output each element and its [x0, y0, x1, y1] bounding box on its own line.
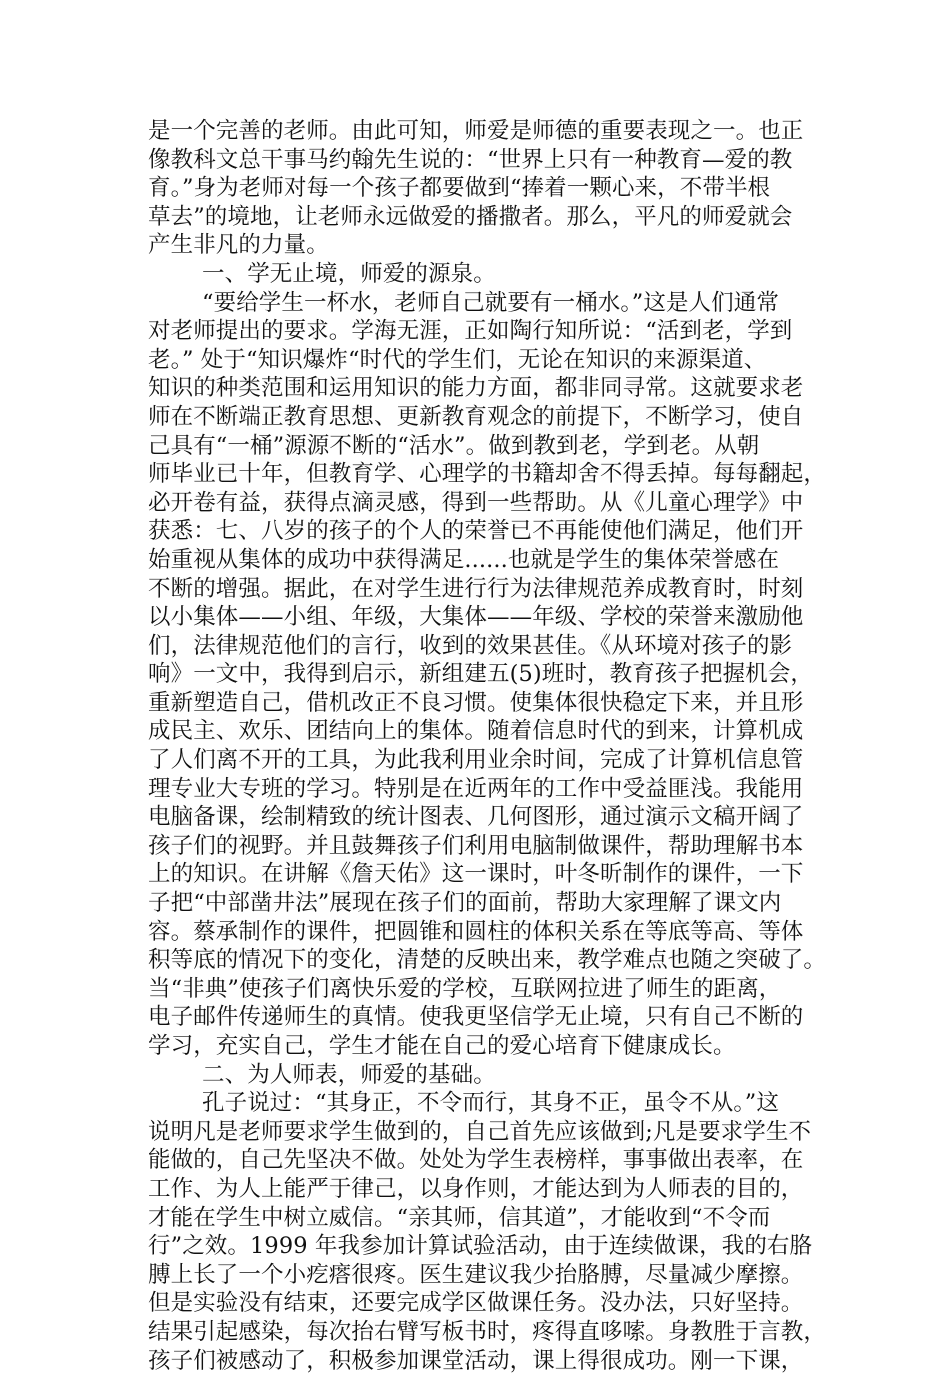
text-line: 了人们离不开的工具，为此我利用业余时间，完成了计算机信息管 [148, 747, 804, 774]
text-line: 结果引起感染，每次抬右臂写板书时，疼得直哆嗦。身教胜于言教， [148, 1318, 827, 1345]
text-line: 学习，充实自己，学生才能在自己的爱心培育下健康成长。 [148, 1033, 736, 1059]
text-line: 育。”身为老师对每一个孩子都要做到“捧着一颗心来，不带半根 [148, 175, 771, 202]
text-line: 是一个完善的老师。由此可知，师爱是师德的重要表现之一。也正 [148, 118, 804, 144]
text-line: “要给学生一杯水，老师自己就要有一桶水。”这是人们通常 [202, 289, 779, 316]
text-line: 知识的种类范围和运用知识的能力方面，都非同寻常。这就要求老 [148, 375, 804, 402]
text-line: 始重视从集体的成功中获得满足......也就是学生的集体荣誉感在 [148, 546, 780, 573]
text-line: 能做的，自己先坚决不做。处处为学生表榜样，事事做出表率，在 [148, 1147, 804, 1174]
text-line: 当“非典”使孩子们离快乐爱的学校，互联网拉进了师生的距离， [148, 975, 782, 1002]
text-line: 重新塑造自己，借机改正不良习惯。使集体很快稳定下来，并且形 [148, 689, 804, 716]
text-line: 获悉：七、八岁的孩子的个人的荣誉已不再能使他们满足，他们开 [148, 518, 804, 545]
text-line: 积等底的情况下的变化，清楚的反映出来，教学难点也随之突破了。 [148, 947, 827, 974]
text-line: 孩子们的视野。并且鼓舞孩子们利用电脑制做课件，帮助理解书本 [148, 832, 804, 859]
text-line: 膊上长了一个小疙瘩很疼。医生建议我少抬胳膊，尽量减少摩擦。 [148, 1261, 804, 1288]
text-line: 草去”的境地，让老师永远做爱的播撒者。那么，平凡的师爱就会 [148, 203, 793, 230]
text-line: 必开卷有益，获得点滴灵感，得到一些帮助。从《儿童心理学》中 [148, 489, 804, 516]
text-line: 理专业大专班的学习。特别是在近两年的工作中受益匪浅。我能用 [148, 775, 804, 802]
text-line: 以小集体——小组、年级，大集体——年级、学校的荣誉来激励他 [148, 604, 804, 631]
text-line: 成民主、欢乐、团结向上的集体。随着信息时代的到来，计算机成 [148, 718, 804, 745]
text-line: 像教科文总干事马约翰先生说的：“世界上只有一种教育—爱的教 [148, 146, 793, 173]
text-line: 对老师提出的要求。学海无涯，正如陶行知所说：“活到老，学到 [148, 318, 793, 345]
text-line: 但是实验没有结束，还要完成学区做课任务。没办法，只好坚持。 [148, 1290, 804, 1317]
text-line: 工作、为人上能严于律己，以身作则，才能达到为人师表的目的， [148, 1175, 804, 1202]
text-line: 行”之效。1999 年我参加计算试验活动，由于连续做课，我的右胳 [148, 1233, 813, 1260]
text-line: 们，法律规范他们的言行，收到的效果甚佳。《从环境对孩子的影 [148, 632, 793, 659]
text-line: 响》一文中，我得到启示，新组建五(5)班时，教育孩子把握机会， [148, 661, 813, 688]
text-line: 己具有“一桶”源源不断的“活水”。做到教到老，学到老。从朝 [148, 432, 760, 459]
text-line: 二、为人师表，师爱的基础。 [202, 1061, 496, 1088]
text-line: 师毕业已十年，但教育学、心理学的书籍却舍不得丢掉。每每翻起， [148, 461, 827, 488]
text-line: 上的知识。在讲解《詹天佑》这一课时，叶冬昕制作的课件，一下 [148, 861, 804, 888]
text-line: 产生非凡的力量。 [148, 232, 329, 259]
text-line: 说明凡是老师要求学生做到的，自己首先应该做到;凡是要求学生不 [148, 1118, 812, 1145]
text-line: 子把“中部凿井法”展现在孩子们的面前，帮助大家理解了课文内 [148, 890, 782, 917]
text-line: 才能在学生中树立威信。“亲其师，信其道”，才能收到“不令而 [148, 1204, 771, 1231]
text-line: 老。” 处于“知识爆炸“时代的学生们，无论在知识的来源渠道、 [148, 346, 767, 373]
text-line: 孔子说过：“其身正，不令而行，其身不正，虽令不从。”这 [202, 1090, 779, 1117]
text-line: 孩子们被感动了，积极参加课堂活动，课上得很成功。刚一下课， [148, 1347, 804, 1374]
text-line: 不断的增强。据此，在对学生进行行为法律规范养成教育时，时刻 [148, 575, 804, 602]
text-line: 容。蔡承制作的课件，把圆锥和圆柱的体积关系在等底等高、等体 [148, 918, 804, 945]
text-line: 一、学无止境，师爱的源泉。 [202, 260, 496, 287]
text-line: 师在不断端正教育思想、更新教育观念的前提下，不断学习，使自 [148, 403, 804, 430]
text-line: 电脑备课，绘制精致的统计图表、几何图形，通过演示文稿开阔了 [148, 804, 804, 831]
text-line: 电子邮件传递师生的真情。使我更坚信学无止境，只有自己不断的 [148, 1004, 804, 1031]
body-text [148, 117, 828, 1375]
